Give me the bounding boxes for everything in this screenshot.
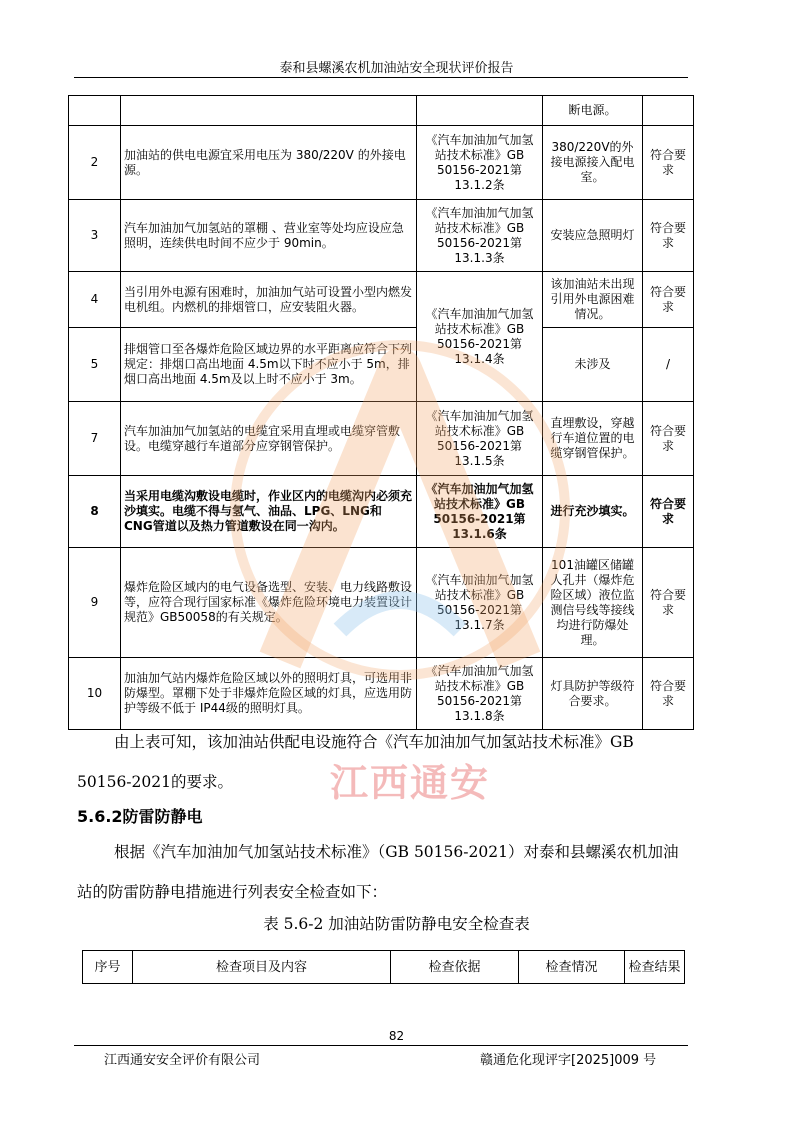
cell-result: 符合要求 bbox=[643, 476, 694, 548]
cell-no: 5 bbox=[69, 328, 121, 402]
cell-status: 安装应急照明灯 bbox=[543, 200, 643, 272]
table-row bbox=[69, 200, 694, 272]
cell-result: 符合要求 bbox=[643, 272, 694, 328]
header-result: 检查结果 bbox=[625, 951, 685, 984]
lightning-check-table bbox=[82, 950, 685, 984]
cell-basis: 《汽车加油加气加氢站技术标准》GB 50156-2021第13.1.4条 bbox=[417, 272, 543, 402]
intro-paragraph bbox=[77, 832, 689, 912]
footer-code: 赣通危化现评字[2025]009 号 bbox=[480, 1053, 657, 1068]
cell-result: 符合要求 bbox=[643, 402, 694, 476]
cell-result bbox=[643, 96, 694, 126]
cell-item: 排烟管口至各爆炸危险区域边界的水平距离应符合下列规定：排烟口高出地面 4.5m以下时不应小于 5m，排烟口高出地面 4.5m及以上时不应小于 3m。 bbox=[121, 328, 417, 402]
cell-item: 加油加气站内爆炸危险区域以外的照明灯具，可选用非防爆型。罩棚下处于非爆炸危险区域的灯具，应选用防护等级不低于 IP44级的照明灯具。 bbox=[121, 658, 417, 730]
table-row bbox=[69, 548, 694, 658]
cell-item: 汽车加油加气加氢站的罩棚 、营业室等处均应设应急照明，连续供电时间不应少于 90min。 bbox=[121, 200, 417, 272]
cell-status: 该加油站未出现引用外电源困难情况。 bbox=[543, 272, 643, 328]
cell-item: 爆炸危险区域内的电气设备选型、安装、电力线路敷设等，应符合现行国家标准《爆炸危险环境电力装置设计规范》GB50058的有关规定。 bbox=[121, 548, 417, 658]
cell-no: 3 bbox=[69, 200, 121, 272]
electrical-check-table bbox=[68, 95, 694, 730]
table-row bbox=[69, 402, 694, 476]
cell-status: 断电源。 bbox=[543, 96, 643, 126]
cell-no bbox=[69, 96, 121, 126]
table-row bbox=[69, 476, 694, 548]
cell-status: 101油罐区储罐人孔井（爆炸危险区域）液位监测信号线等接线均进行防爆处理。 bbox=[543, 548, 643, 658]
cell-no: 4 bbox=[69, 272, 121, 328]
cell-result: 符合要求 bbox=[643, 548, 694, 658]
cell-basis: 《汽车加油加气加氢站技术标准》GB 50156-2021第13.1.3条 bbox=[417, 200, 543, 272]
header-status: 检查情况 bbox=[519, 951, 625, 984]
cell-basis: 《汽车加油加气加氢站技术标准》GB 50156-2021第13.1.5条 bbox=[417, 402, 543, 476]
table-caption: 表 5.6-2 加油站防雷防静电安全检查表 bbox=[263, 915, 530, 933]
cell-item bbox=[121, 96, 417, 126]
cell-result: / bbox=[643, 328, 694, 402]
cell-no: 8 bbox=[69, 476, 121, 548]
cell-basis: 《汽车加油加气加氢站技术标准》GB 50156-2021第13.1.8条 bbox=[417, 658, 543, 730]
cell-basis: 《汽车加油加气加氢站技术标准》GB 50156-2021第13.1.2条 bbox=[417, 126, 543, 200]
cell-status: 灯具防护等级符合要求。 bbox=[543, 658, 643, 730]
header-basis: 检查依据 bbox=[391, 951, 519, 984]
cell-item: 汽车加油加气加氢站的电缆宜采用直埋或电缆穿管敷设。电缆穿越行车道部分应穿钢管保护。 bbox=[121, 402, 417, 476]
cell-no: 2 bbox=[69, 126, 121, 200]
table-row bbox=[69, 658, 694, 730]
header-no: 序号 bbox=[83, 951, 133, 984]
footer-company: 江西通安安全评价有限公司 bbox=[104, 1053, 261, 1068]
header-rule bbox=[74, 77, 688, 78]
table-row bbox=[69, 126, 694, 200]
cell-status: 进行充沙填实。 bbox=[543, 476, 643, 548]
cell-item: 加油站的供电电源宜采用电压为 380/220V 的外接电源。 bbox=[121, 126, 417, 200]
table-header-row bbox=[83, 951, 685, 984]
cell-status: 380/220V的外接电源接入配电室。 bbox=[543, 126, 643, 200]
cell-basis bbox=[417, 96, 543, 126]
cell-no: 7 bbox=[69, 402, 121, 476]
table-row bbox=[69, 328, 694, 402]
cell-item: 当采用电缆沟敷设电缆时，作业区内的电缆沟内必须充沙填实。电缆不得与氢气、油品、LPG、LNG和 CNG管道以及热力管道敷设在同一沟内。 bbox=[121, 476, 417, 548]
page-number: 82 bbox=[388, 1029, 405, 1043]
header-item: 检查项目及内容 bbox=[133, 951, 391, 984]
page-header-title: 泰和县螺溪农机加油站安全现状评价报告 bbox=[279, 61, 514, 76]
cell-no: 9 bbox=[69, 548, 121, 658]
cell-basis: 《汽车加油加气加氢站技术标准》GB 50156-2021第13.1.6条 bbox=[417, 476, 543, 548]
cell-result: 符合要求 bbox=[643, 200, 694, 272]
cell-result: 符合要求 bbox=[643, 658, 694, 730]
cell-basis: 《汽车加油加气加氢站技术标准》GB 50156-2021第13.1.7条 bbox=[417, 548, 543, 658]
intro-text: 根据《汽车加油加气加氢站技术标准》（GB 50156-2021）对泰和县螺溪农机加油站的防雷防静电措施进行列表安全检查如下： bbox=[77, 843, 679, 901]
footer-rule bbox=[74, 1045, 688, 1046]
section-heading: 5.6.2防雷防静电 bbox=[77, 807, 203, 826]
watermark-text: 江西通安 bbox=[330, 761, 491, 805]
cell-no: 10 bbox=[69, 658, 121, 730]
cell-status: 未涉及 bbox=[543, 328, 643, 402]
cell-status: 直埋敷设，穿越行车道位置的电缆穿钢管保护。 bbox=[543, 402, 643, 476]
table-row bbox=[69, 272, 694, 328]
cell-result: 符合要求 bbox=[643, 126, 694, 200]
conclusion-text: 由上表可知，该加油站供配电设施符合《汽车加油加气加氢站技术标准》GB 50156-2021的要求。 bbox=[77, 733, 634, 791]
table-row bbox=[69, 96, 694, 126]
cell-item: 当引用外电源有困难时，加油加气站可设置小型内燃发电机组。内燃机的排烟管口，应安装阻火器。 bbox=[121, 272, 417, 328]
